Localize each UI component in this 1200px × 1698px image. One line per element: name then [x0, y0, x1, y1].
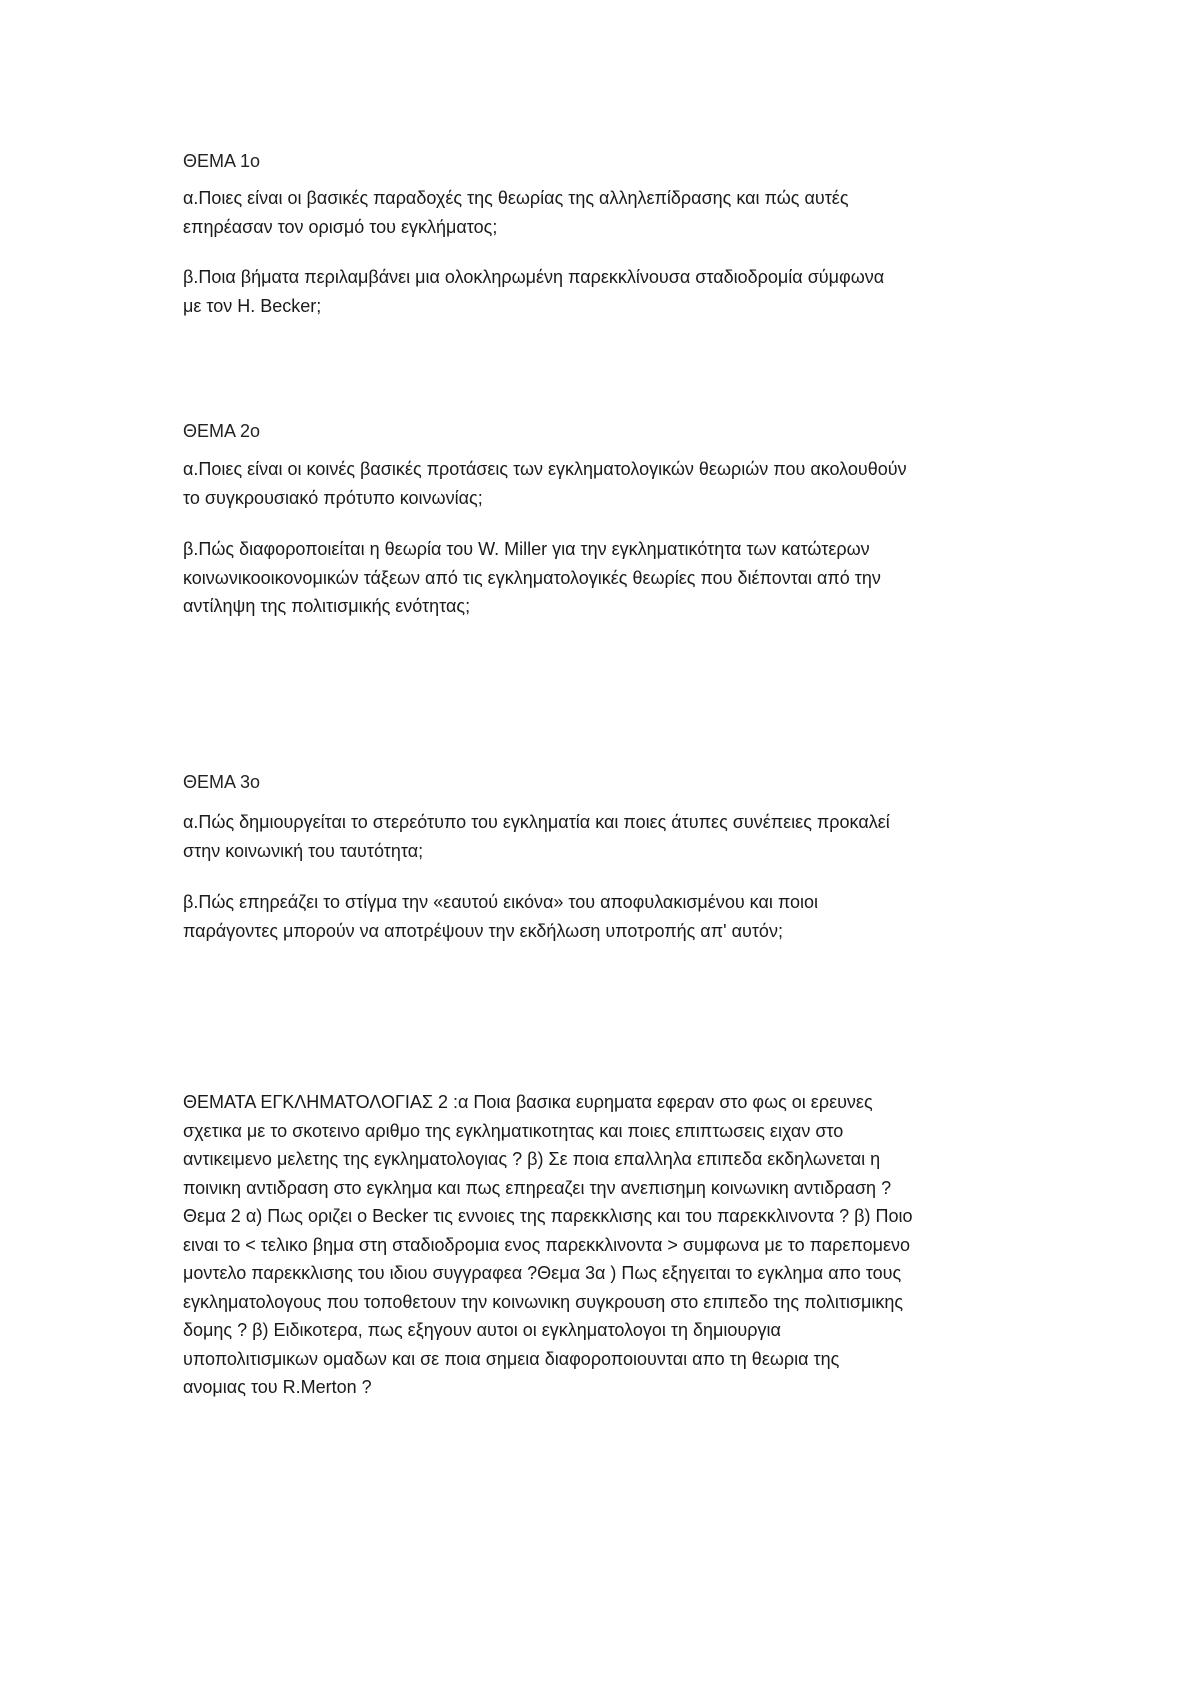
topic-1-heading: ΘΕΜΑ 1ο	[183, 151, 261, 171]
topic-3-question-a-line: α.Πώς δημιουργείται το στερεότυπο του εγκληματία και ποιες άτυπες συνέπειες προκαλεί	[183, 812, 890, 832]
extra-topics-paragraph	[183, 1088, 1023, 1402]
topic-2-question-b-line: β.Πώς διαφοροποιείται η θεωρία του W. Miller για την εγκληματικότητα των κατώτερων	[183, 539, 870, 559]
extra-topics-line: Θεμα 2 α) Πως οριζει ο Becker τις εννοιες της παρεκκλισης και του παρεκκλινοντα ? β) Ποιο	[183, 1206, 913, 1226]
topic-3-question-b	[183, 888, 1023, 945]
extra-topics-line: υποπολιτισμικων ομαδων και σε ποια σημεια διαφοροποιουνται απο τη θεωρια της	[183, 1348, 840, 1369]
extra-topics-line: ΘΕΜΑΤΑ ΕΓΚΛΗΜΑΤΟΛΟΓΙΑΣ 2 :α Ποια βασικα ευρηματα εφεραν στο φως οι ερευνες	[183, 1092, 873, 1112]
extra-topics-line: σχετικα με το σκοτεινο αριθμο της εγκληματικοτητας και ποιες επιπτωσεις ειχαν στο	[183, 1120, 844, 1141]
topic-1-question-a	[183, 184, 1023, 241]
extra-topics-line: ανομιας του R.Merton ?	[183, 1377, 372, 1397]
topic-2-question-a-line: α.Ποιες είναι οι κοινές βασικές προτάσεις των εγκληματολογικών θεωριών που ακολουθούν	[183, 459, 907, 479]
extra-topics-line: αντικειμενο μελετης της εγκληματολογιας ? β) Σε ποια επαλληλα επιπεδα εκδηλωνεται η	[183, 1149, 881, 1169]
topic-2-question-b-line: αντίληψη της πολιτισμικής ενότητας;	[183, 596, 471, 616]
extra-topics-line: μοντελο παρεκκλισης του ιδιου συγγραφεα ?Θεμα 3α ) Πως εξηγειται το εγκλημα απο τους	[183, 1263, 902, 1283]
topic-2-heading: ΘΕΜΑ 2ο	[183, 421, 261, 441]
topic-3-question-a-line: στην κοινωνική του ταυτότητα;	[183, 840, 424, 861]
topic-2-question-a-line: το συγκρουσιακό πρότυπο κοινωνίας;	[183, 487, 483, 508]
extra-topics-line: ειναι το < τελικο βημα στη σταδιοδρομια ενος παρεκκλινοντα > συμφωνα με το παρεπομενο	[183, 1234, 911, 1255]
topic-1-question-a-line: α.Ποιες είναι οι βασικές παραδοχές της θεωρίας της αλληλεπίδρασης και πώς αυτές	[183, 188, 849, 208]
topic-3-question-b-line: παράγοντες μπορούν να αποτρέψουν την εκδήλωση υποτροπής απ' αυτόν;	[183, 920, 783, 941]
topic-3-heading: ΘΕΜΑ 3ο	[183, 772, 261, 792]
topic-2-question-b-line: κοινωνικοοικονομικών τάξεων από τις εγκληματολογικές θεωρίες που διέπονται από την	[183, 567, 881, 588]
topic-1-question-a-line: επηρέασαν τον ορισμό του εγκλήματος;	[183, 216, 498, 237]
extra-topics-line: ποινικη αντιδραση στο εγκλημα και πως επηρεαζει την ανεπισημη κοινωνικη αντιδραση ?	[183, 1177, 892, 1198]
topic-1-question-b	[183, 263, 1023, 320]
topic-2-question-b	[183, 535, 1023, 621]
topic-2-question-a	[183, 455, 1023, 512]
extra-topics-line: δομης ? β) Ειδικοτερα, πως εξηγουν αυτοι οι εγκληματολογοι τη δημιουργια	[183, 1320, 781, 1340]
topic-1-question-b-line: β.Ποια βήματα περιλαμβάνει μια ολοκληρωμένη παρεκκλίνουσα σταδιοδρομία σύμφωνα	[183, 267, 885, 287]
extra-topics-line: εγκληματολογους που τοποθετουν την κοινωνικη συγκρουση στο επιπεδο της πολιτισμικης	[183, 1291, 904, 1312]
topic-1-question-b-line: με τον H. Becker;	[183, 295, 322, 316]
topic-3-question-b-line: β.Πώς επηρεάζει το στίγμα την «εαυτού εικόνα» του αποφυλακισμένου και ποιοι	[183, 892, 819, 912]
topic-3-question-a	[183, 808, 1023, 865]
